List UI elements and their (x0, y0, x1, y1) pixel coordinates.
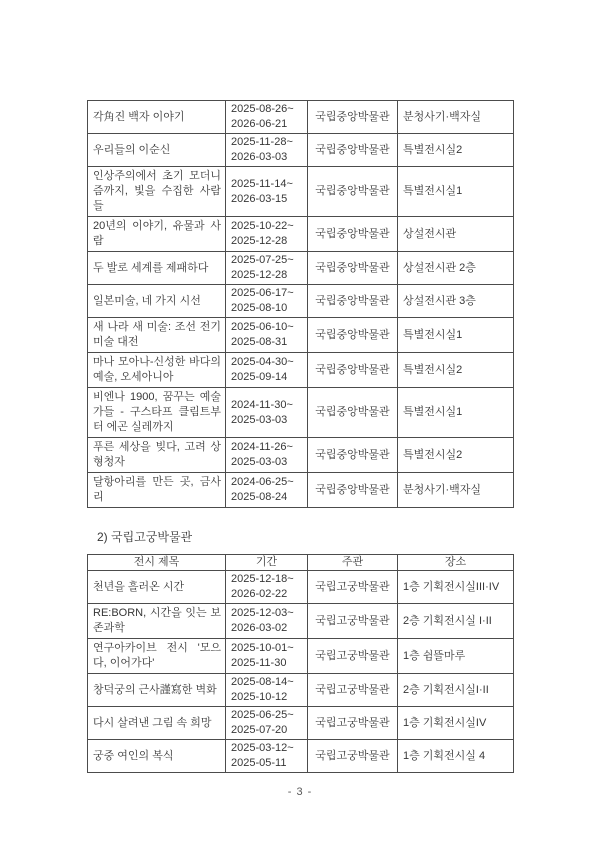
organizer-cell: 국립중앙박물관 (308, 134, 398, 167)
period-start: 2024-11-26~ (231, 441, 293, 453)
period-cell (226, 707, 308, 740)
exhibition-title-cell: 인상주의에서 초기 모더니즘까지, 빛을 수집한 사람들 (88, 167, 226, 217)
period-cell (226, 318, 308, 353)
gogung-exhibitions-table (87, 554, 514, 773)
exhibition-title-cell: 다시 살려낸 그림 속 희망 (88, 707, 226, 740)
period-end: 2025-09-14 (231, 371, 288, 383)
period-start: 2025-07-25~ (231, 254, 294, 266)
organizer-cell: 국립고궁박물관 (308, 639, 398, 674)
table-row (88, 134, 514, 167)
table-row (88, 318, 514, 353)
table-row (88, 438, 514, 473)
organizer-cell: 국립중앙박물관 (308, 285, 398, 318)
location-cell: 상설전시관 (398, 217, 514, 252)
period-cell (226, 167, 308, 217)
period-start: 2025-10-01~ (231, 642, 294, 654)
header-title: 전시 제목 (88, 555, 226, 571)
organizer-cell: 국립고궁박물관 (308, 674, 398, 707)
period-end: 2025-05-11 (231, 757, 287, 769)
period-end: 2025-08-10 (231, 302, 288, 314)
period-start: 2024-11-30~ (231, 398, 293, 411)
exhibition-title-cell: 일본미술, 네 가지 시선 (88, 285, 226, 318)
period-start: 2025-12-03~ (231, 607, 294, 619)
nmk-exhibitions-table (87, 100, 514, 508)
location-cell: 특별전시실2 (398, 438, 514, 473)
period-start: 2025-06-17~ (231, 287, 294, 299)
period-end: 2026-03-15 (231, 192, 288, 205)
period-cell (226, 473, 308, 508)
period-end: 2025-03-03 (231, 413, 288, 426)
exhibition-title-cell: 달항아리를 만든 곳, 금사리 (88, 473, 226, 508)
period-end: 2025-12-28 (231, 235, 288, 247)
location-cell: 2층 기획전시실I·II (398, 674, 514, 707)
organizer-cell: 국립고궁박물관 (308, 571, 398, 604)
table-row (88, 674, 514, 707)
header-row (88, 555, 514, 571)
exhibition-title-cell: 마나 모아나-신성한 바다의 예술, 오세아니아 (88, 353, 226, 388)
exhibition-title-cell: 각角진 백자 이야기 (88, 101, 226, 134)
period-start: 2025-06-25~ (231, 709, 294, 721)
period-start: 2024-06-25~ (231, 476, 294, 488)
exhibition-title-cell: 창덕궁의 근사謹寫한 벽화 (88, 674, 226, 707)
table-row (88, 285, 514, 318)
period-start: 2025-11-14~ (231, 177, 293, 190)
period-end: 2025-10-12 (231, 691, 288, 703)
table-row (88, 388, 514, 438)
location-cell: 특별전시실2 (398, 353, 514, 388)
location-cell: 분청사기·백자실 (398, 101, 514, 134)
header-period: 기간 (226, 555, 308, 571)
location-cell: 특별전시실1 (398, 388, 514, 438)
organizer-cell: 국립중앙박물관 (308, 167, 398, 217)
table-row (88, 473, 514, 508)
exhibition-title-cell: 비엔나 1900, 꿈꾸는 예술가들 - 구스타프 클림트부터 에곤 실레까지 (88, 388, 226, 438)
organizer-cell: 국립고궁박물관 (308, 740, 398, 773)
location-cell: 2층 기획전시실 I·II (398, 604, 514, 639)
period-cell (226, 285, 308, 318)
nmk-exhibitions-body (88, 101, 514, 508)
header-location: 장소 (398, 555, 514, 571)
table-row (88, 353, 514, 388)
period-start: 2025-04-30~ (231, 356, 294, 368)
location-cell: 상설전시관 3층 (398, 285, 514, 318)
period-start: 2025-06-10~ (231, 321, 294, 333)
period-start: 2025-03-12~ (231, 742, 294, 754)
organizer-cell: 국립중앙박물관 (308, 473, 398, 508)
period-end: 2026-03-02 (231, 622, 288, 634)
period-end: 2026-03-03 (231, 151, 288, 163)
table-row (88, 252, 514, 285)
table-row (88, 571, 514, 604)
location-cell: 1층 기획전시실IV (398, 707, 514, 740)
location-cell: 분청사기·백자실 (398, 473, 514, 508)
location-cell: 1층 기획전시실III·IV (398, 571, 514, 604)
document-content (87, 0, 513, 773)
organizer-cell: 국립중앙박물관 (308, 318, 398, 353)
organizer-cell: 국립고궁박물관 (308, 707, 398, 740)
period-cell (226, 388, 308, 438)
period-end: 2025-08-24 (231, 491, 288, 503)
period-start: 2025-08-14~ (231, 676, 294, 688)
page-number: - 3 - (287, 786, 313, 798)
exhibition-title-cell: 두 발로 세계를 제패하다 (88, 252, 226, 285)
period-cell (226, 639, 308, 674)
period-cell (226, 252, 308, 285)
period-end: 2025-03-03 (231, 456, 288, 468)
table-row (88, 604, 514, 639)
table-row (88, 167, 514, 217)
period-cell (226, 353, 308, 388)
table-row (88, 639, 514, 674)
organizer-cell: 국립중앙박물관 (308, 353, 398, 388)
location-cell: 특별전시실2 (398, 134, 514, 167)
exhibition-title-cell: 우리들의 이순신 (88, 134, 226, 167)
table-row (88, 707, 514, 740)
period-start: 2025-11-28~ (231, 136, 293, 148)
period-cell (226, 674, 308, 707)
location-cell: 1층 쉼뜰마루 (398, 639, 514, 674)
exhibition-title-cell: RE:BORN, 시간을 잇는 보존과학 (88, 604, 226, 639)
location-cell: 상설전시관 2층 (398, 252, 514, 285)
period-end: 2025-08-31 (231, 336, 288, 348)
gogung-exhibitions-body (88, 571, 514, 773)
table-row (88, 740, 514, 773)
period-cell (226, 571, 308, 604)
exhibition-title-cell: 20년의 이야기, 유물과 사람 (88, 217, 226, 252)
period-cell (226, 604, 308, 639)
header-organizer: 주관 (308, 555, 398, 571)
section-heading-gogung: 2) 국립고궁박물관 (97, 530, 193, 544)
period-start: 2025-08-26~ (231, 103, 294, 115)
period-cell (226, 101, 308, 134)
exhibition-title-cell: 새 나라 새 미술: 조선 전기 미술 대전 (88, 318, 226, 353)
period-end: 2025-11-30 (231, 657, 287, 669)
location-cell: 특별전시실1 (398, 167, 514, 217)
period-end: 2025-12-28 (231, 269, 288, 281)
period-start: 2025-10-22~ (231, 220, 294, 232)
location-cell: 1층 기획전시실 4 (398, 740, 514, 773)
period-end: 2025-07-20 (231, 724, 288, 736)
organizer-cell: 국립고궁박물관 (308, 604, 398, 639)
period-end: 2026-06-21 (231, 118, 288, 130)
table-row (88, 217, 514, 252)
exhibition-title-cell: 연구아카이브 전시 '모으다, 이어가다' (88, 639, 226, 674)
exhibition-title-cell: 천년을 흘러온 시간 (88, 571, 226, 604)
organizer-cell: 국립중앙박물관 (308, 388, 398, 438)
period-cell (226, 438, 308, 473)
gogung-table-header (88, 555, 514, 571)
period-cell (226, 217, 308, 252)
period-cell (226, 740, 308, 773)
exhibition-title-cell: 궁중 여인의 복식 (88, 740, 226, 773)
period-end: 2026-02-22 (231, 588, 288, 600)
table-row (88, 101, 514, 134)
organizer-cell: 국립중앙박물관 (308, 438, 398, 473)
organizer-cell: 국립중앙박물관 (308, 252, 398, 285)
organizer-cell: 국립중앙박물관 (308, 101, 398, 134)
period-cell (226, 134, 308, 167)
exhibition-title-cell: 푸른 세상을 빚다, 고려 상형청자 (88, 438, 226, 473)
location-cell: 특별전시실1 (398, 318, 514, 353)
period-start: 2025-12-18~ (231, 573, 294, 585)
organizer-cell: 국립중앙박물관 (308, 217, 398, 252)
